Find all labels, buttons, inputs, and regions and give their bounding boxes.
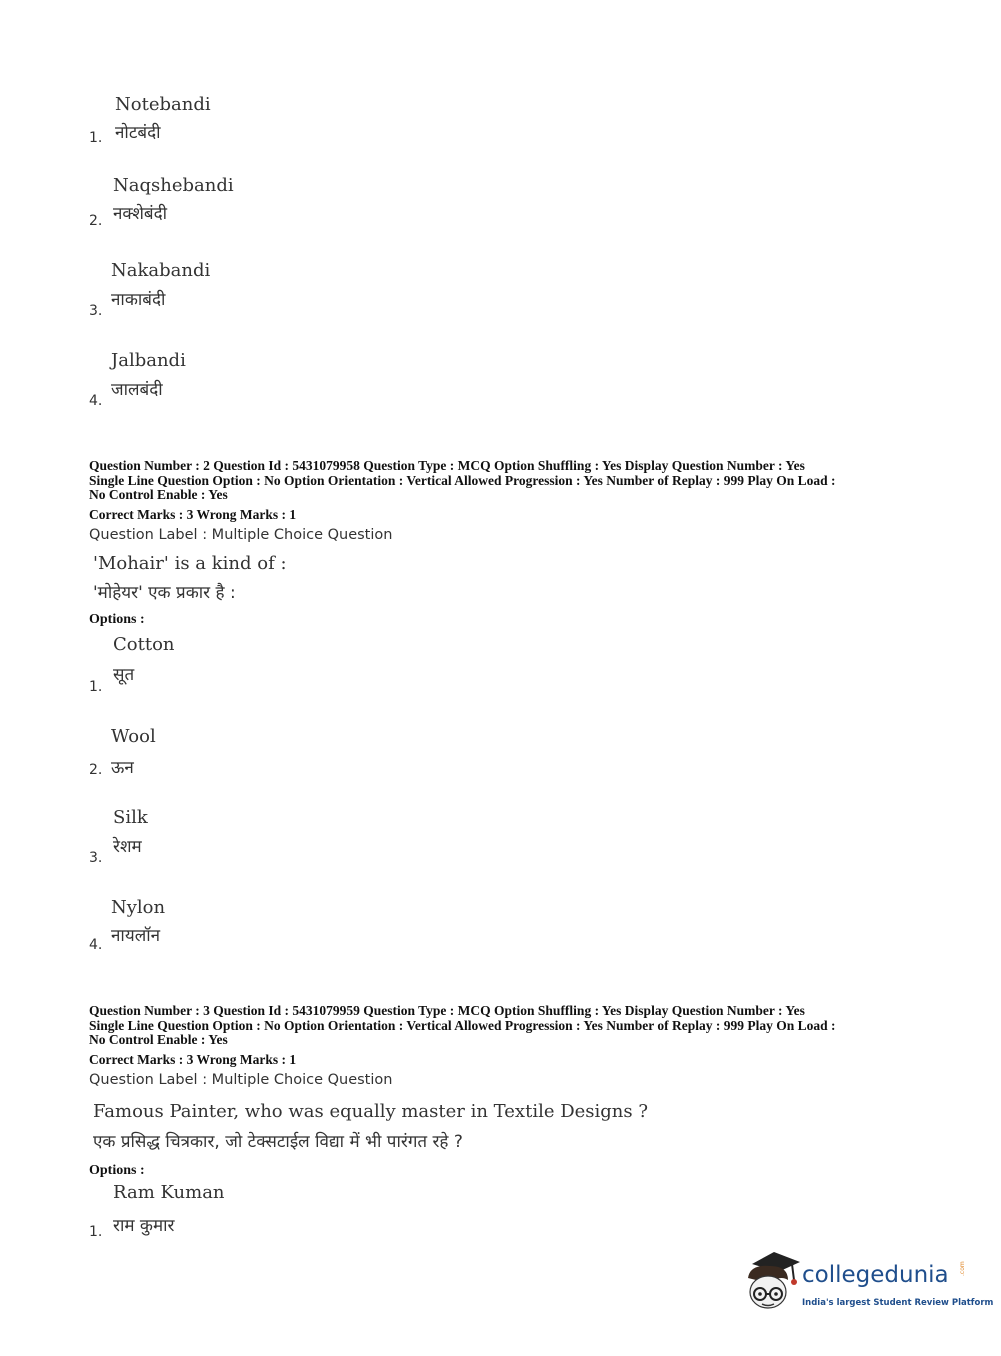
option-text-hi: नायलॉन [111,926,161,946]
option-number: 2. [89,762,103,778]
q2-metadata [89,459,919,503]
option-text-hi: राम कुमार [113,1216,175,1236]
q2-question-label: Question Label : Multiple Choice Question [89,527,393,543]
option-text-en: Nakabandi [111,260,211,281]
option-text-hi: नक्शेबंदी [113,204,168,224]
q2-option-2 [89,726,389,782]
option-text-en: Nylon [111,897,166,918]
q1-option-4 [89,350,389,410]
q3-meta-line3: No Control Enable : Yes [89,1032,228,1047]
option-text-en: Naqshebandi [113,175,234,196]
q1-option-3 [89,260,389,319]
option-number: 2. [89,213,103,229]
q2-meta-line3: No Control Enable : Yes [89,487,228,502]
option-text-hi: जालबंदी [111,380,163,400]
q3-option-1 [89,1182,389,1242]
option-text-en: Cotton [113,634,175,655]
q3-question-text-en: Famous Painter, who was equally master in Textile Designs ? [93,1101,649,1122]
q2-option-3 [89,807,389,867]
option-text-en: Jalbandi [111,350,186,371]
option-number: 4. [89,937,103,953]
option-number: 4. [89,393,103,409]
q1-option-2 [89,175,389,231]
q3-options-label: Options : [89,1163,145,1178]
collegedunia-logo [742,1250,994,1322]
q2-marks: Correct Marks : 3 Wrong Marks : 1 [89,507,297,522]
q2-options-label: Options : [89,612,145,627]
option-number: 3. [89,850,103,866]
option-number: 1. [89,679,103,695]
q2-option-1 [89,634,389,694]
option-text-en: Wool [111,726,156,747]
option-number: 3. [89,303,103,319]
q3-meta-line2: Single Line Question Option : No Option Orientation : Vertical Allowed Progression : Yes Number of Replay : 999 Play On Load : [89,1017,836,1033]
option-text-hi: रेशम [113,837,142,857]
logo-wordmark: collegedunia [802,1262,949,1288]
q1-option-1 [89,94,389,150]
q3-metadata [89,1004,919,1048]
q2-question-text-hi: 'मोहेयर' एक प्रकार है : [93,583,236,603]
option-text-hi: ऊन [111,758,134,778]
q3-meta-line1: Question Number : 3 Question Id : 5431079959 Question Type : MCQ Option Shuffling : Yes Display Question Number : Yes [89,1003,805,1018]
option-text-hi: नोटबंदी [115,123,161,143]
logo-tagline: India's largest Student Review Platform [802,1298,994,1308]
option-text-hi: नाकाबंदी [111,290,166,310]
q2-option-4 [89,897,389,957]
option-text-hi: सूत [113,665,135,685]
option-number: 1. [89,130,103,146]
q3-question-label: Question Label : Multiple Choice Question [89,1072,393,1088]
option-text-en: Notebandi [115,94,211,115]
mascot-icon [742,1250,802,1322]
option-number: 1. [89,1224,103,1240]
q3-question-text-hi: एक प्रसिद्ध चित्रकार, जो टेक्सटाईल विद्या में भी पारंगत रहे ? [93,1132,463,1152]
logo-suffix: .com [959,1261,966,1276]
option-text-en: Ram Kuman [113,1182,225,1203]
q2-question-text-en: 'Mohair' is a kind of : [93,553,287,574]
q2-meta-line2: Single Line Question Option : No Option Orientation : Vertical Allowed Progression : Yes Number of Replay : 999 Play On Load : [89,472,836,488]
q3-marks: Correct Marks : 3 Wrong Marks : 1 [89,1052,297,1067]
option-text-en: Silk [113,807,148,828]
q2-meta-line1: Question Number : 2 Question Id : 5431079958 Question Type : MCQ Option Shuffling : Yes Display Question Number : Yes [89,458,805,473]
